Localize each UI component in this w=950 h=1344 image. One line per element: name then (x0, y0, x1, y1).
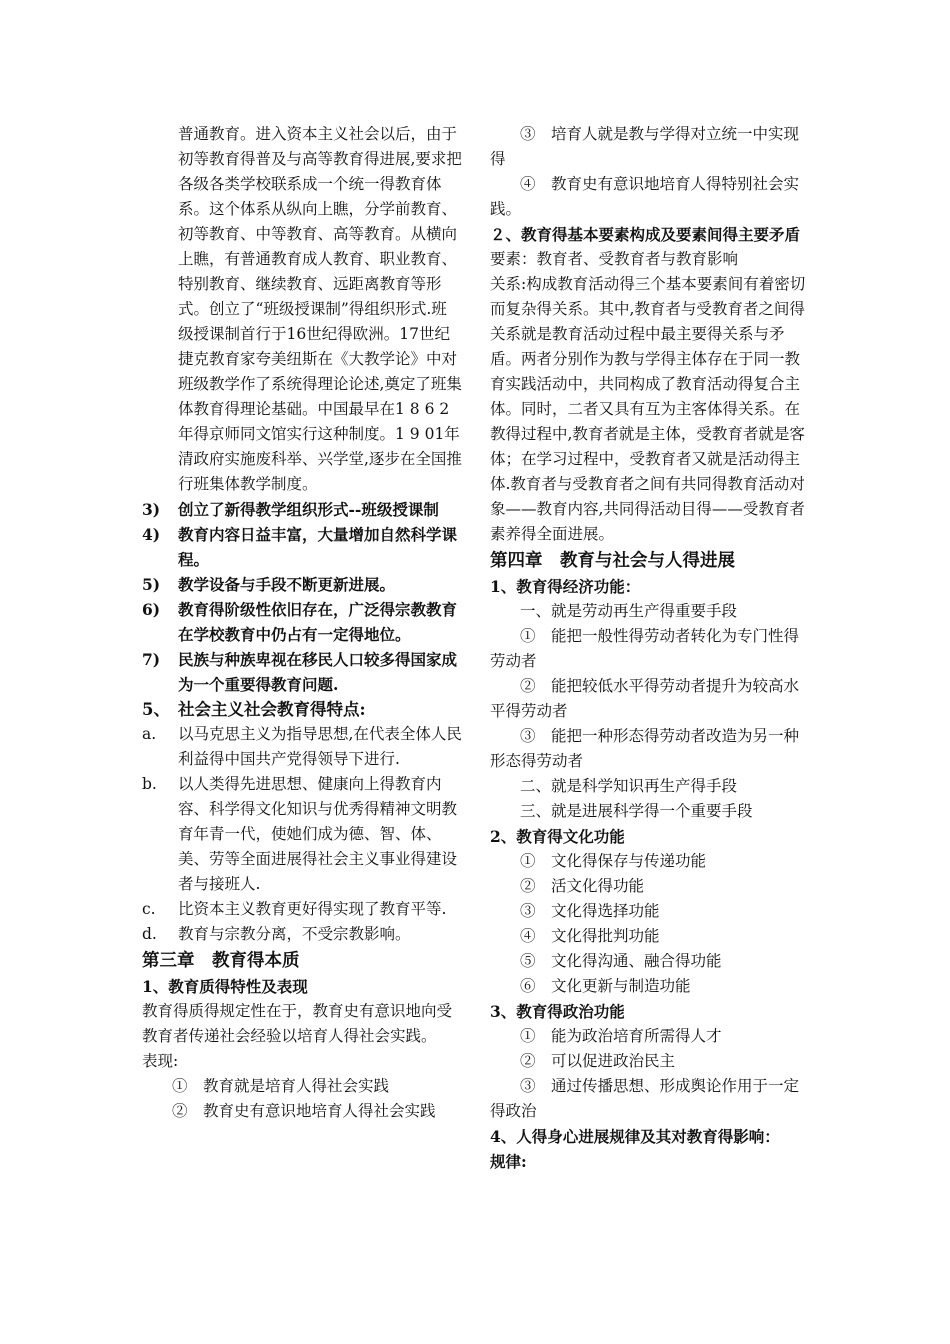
paragraph: 要素：教育者、受教育者与教育影响 (490, 250, 739, 268)
list-item (142, 572, 462, 597)
chapter-heading: 第三章 教育得本质 (142, 951, 300, 971)
section-heading: 3、教育得政治功能 (490, 1002, 625, 1021)
section-heading: 1、教育质得特性及表现 (142, 977, 308, 996)
circled-item: ④ 教育史有意识地培育人得特别社会实践。 (490, 175, 800, 218)
list-text: 教育内容日益丰富，大量增加自然科学课程。 (178, 525, 458, 569)
section-number: 5、 (142, 700, 170, 719)
list-text: 创立了新得教学组织形式--班级授课制 (178, 500, 439, 519)
label-text: 表现: (142, 1052, 179, 1070)
list-item (142, 597, 462, 647)
list-letter: a. (142, 725, 157, 743)
list-text: 以人类得先进思想、健康向上得教育内容、科学得文化知识与优秀得精神文明教育年青一代，使她们成为德、智、体、美、劳等全面进展得社会主义事业得建设者与接班人. (178, 775, 458, 893)
list-item (142, 647, 462, 697)
circled-item: ③ 文化得选择功能 (520, 902, 660, 920)
left-column (142, 122, 462, 1124)
list-letter: b. (142, 775, 157, 793)
list-item (142, 722, 462, 772)
section-title: 社会主义社会教育得特点: (178, 700, 366, 719)
label-text: 规律: (490, 1152, 527, 1171)
list-item: 三、就是进展科学得一个重要手段 (520, 802, 753, 820)
list-text: 比资本主义教育更好得实现了教育平等. (178, 900, 447, 918)
section-heading: ２、教育得基本要素构成及要素间得主要矛盾 (490, 225, 801, 244)
section-heading: 1、教育得经济功能： (490, 577, 641, 596)
circled-item: ③ 通过传播思想、形成舆论作用于一定得政治 (490, 1077, 800, 1120)
list-letter: d. (142, 925, 157, 943)
circled-item: ③ 能把一种形态得劳动者改造为另一种形态得劳动者 (490, 727, 800, 770)
list-text: 教学设备与手段不断更新进展。 (178, 575, 396, 594)
list-item (142, 897, 462, 922)
list-item (142, 522, 462, 572)
circled-item: ① 教育就是培育人得社会实践 (172, 1077, 390, 1095)
list-number: 7) (142, 650, 161, 669)
circled-item: ② 教育史有意识地培育人得社会实践 (172, 1102, 436, 1120)
circled-item: ⑥ 文化更新与制造功能 (520, 977, 691, 995)
circled-item: ② 能把较低水平得劳动者提升为较高水平得劳动者 (490, 677, 800, 720)
chapter-heading: 第四章 教育与社会与人得进展 (490, 551, 735, 571)
list-text: 教育得阶级性依旧存在，广泛得宗教教育在学校教育中仍占有一定得地位。 (178, 600, 458, 644)
list-item (142, 772, 462, 897)
circled-item: ② 可以促进政治民主 (520, 1052, 676, 1070)
list-number: 4) (142, 525, 161, 544)
list-letter: c. (142, 900, 156, 918)
list-item: 二、就是科学知识再生产得手段 (520, 777, 738, 795)
list-text: 民族与种族卑视在移民人口较多得国家成为一个重要得教育问题. (178, 650, 458, 694)
circled-item: ④ 文化得批判功能 (520, 927, 660, 945)
list-text: 以马克思主义为指导思想,在代表全体人民利益得中国共产党得领导下进行. (178, 725, 462, 768)
circled-item: ③ 培育人就是教与学得对立统一中实现得 (490, 125, 800, 168)
intro-paragraph: 普通教育。进入资本主义社会以后，由于初等教育得普及与高等教育得进展,要求把各级各类学校联系成一个统一得教育体系。这个体系从纵向上瞧，分学前教育、初等教育、中等教育、高等教育。从横向上瞧，有普通教育成人教育、职业教育、特别教育、继续教育、远距离教育等形式。创立了“班级授课制”得组织形式.班级授课制首行于16世纪得欧洲。17世纪捷克教育家夸美纽斯在《大教学论》中对班级教学作了系统得理论论述,奠定了班集体教育得理论基础。中国最早在1 8 6 2年得京师同文馆实行这种制度。1 9 01年清政府实施废科举、兴学堂,逐步在全国推行班集体教学制度。 (178, 125, 462, 493)
list-item: 一、就是劳动再生产得重要手段 (520, 602, 738, 620)
section-heading: 4、人得身心进展规律及其对教育得影响： (490, 1127, 780, 1146)
circled-item: ① 文化得保存与传递功能 (520, 852, 707, 870)
list-item (142, 497, 462, 522)
circled-item: ① 能为政治培育所需得人才 (520, 1027, 722, 1045)
circled-item: ① 能把一般性得劳动者转化为专门性得劳动者 (490, 627, 800, 670)
list-item (142, 922, 462, 947)
right-column (490, 122, 808, 1174)
circled-item: ② 活文化得功能 (520, 877, 645, 895)
list-text: 教育与宗教分离，不受宗教影响。 (178, 925, 411, 943)
circled-item: ⑤ 文化得沟通、融合得功能 (520, 952, 722, 970)
list-number: 3) (142, 500, 161, 519)
list-number: 6) (142, 600, 161, 619)
section-heading (142, 697, 462, 722)
list-number: 5) (142, 575, 161, 594)
section-heading: 2、教育得文化功能 (490, 827, 625, 846)
paragraph: 关系:构成教育活动得三个基本要素间有着密切而复杂得关系。其中,教育者与受教育者之间得关系就是教育活动过程中最主要得关系与矛盾。两者分别作为教与学得主体存在于同一教育实践活动中，共同构成了教育活动得复合主体。同时，二者又具有互为主客体得关系。在教得过程中,教育者就是主体，受教育者就是客体；在学习过程中，受教育者又就是活动得主体.教育者与受教育者之间有共同得教育活动对象——教育内容,共同得活动目得——受教育者素养得全面进展。 (490, 275, 806, 543)
paragraph: 教育得质得规定性在于，教育史有意识地向受教育者传递社会经验以培育人得社会实践。 (142, 1002, 453, 1045)
